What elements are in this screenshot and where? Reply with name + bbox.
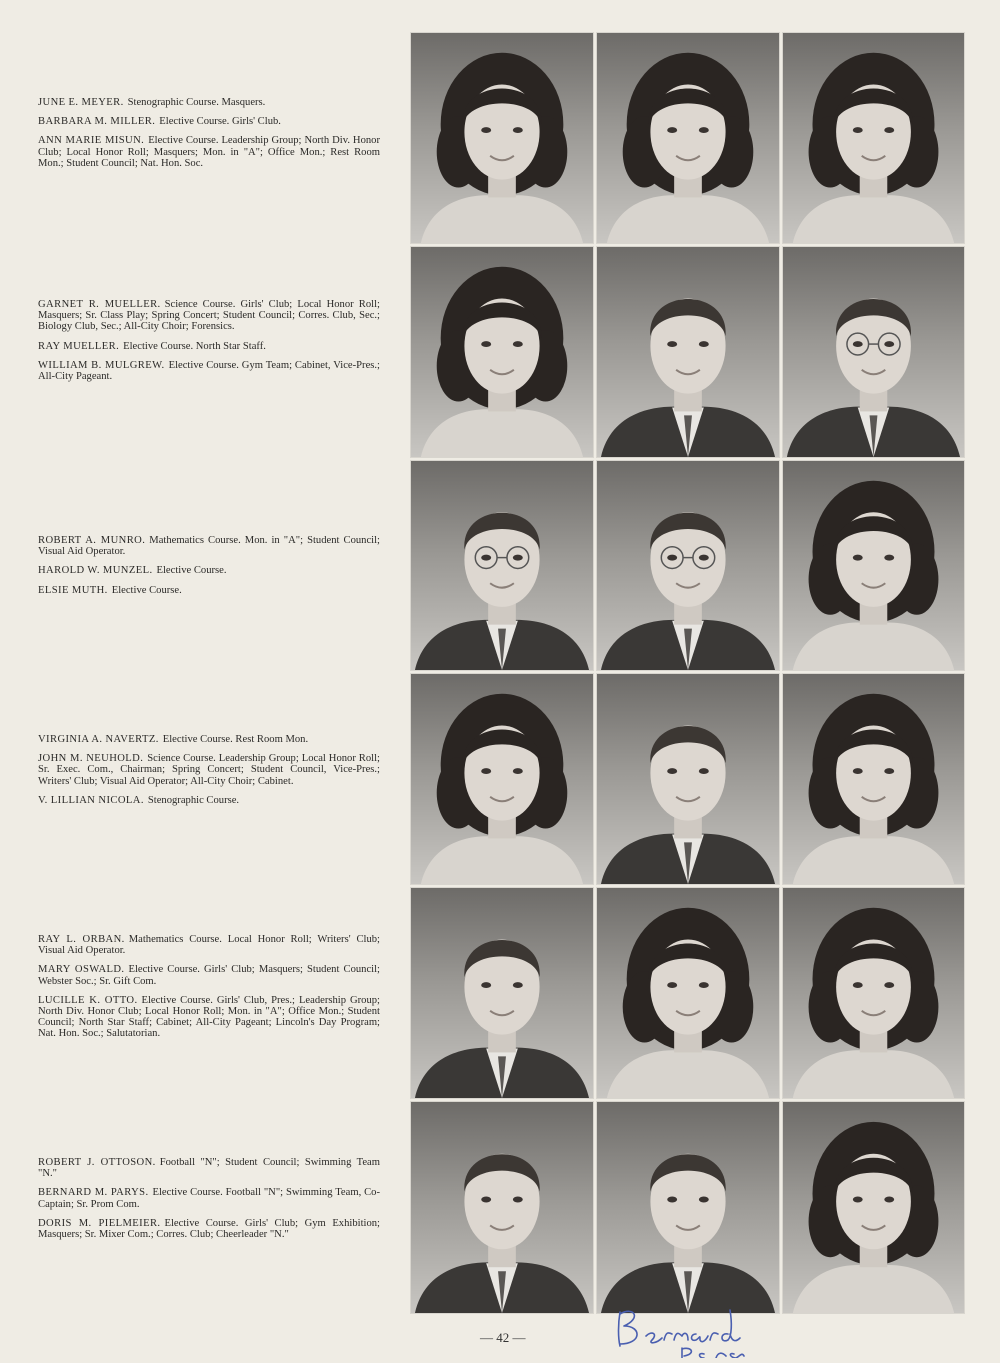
student-activities: Elective Course. (111, 584, 182, 596)
portrait-figure (783, 461, 964, 670)
caption-group-3 (38, 535, 380, 604)
caption-entry (38, 934, 380, 956)
caption-entry (38, 995, 380, 1040)
student-name: LUCILLE K. OTTO. (38, 994, 138, 1006)
student-name: JUNE E. MEYER. (38, 97, 124, 108)
student-activities: Elective Course. Girls' Club; Masquers; Student Council; Webster Soc.; Sr. Gift Com. (38, 964, 380, 987)
portrait-figure (411, 247, 593, 457)
caption-entry (38, 535, 380, 557)
student-portrait (410, 32, 594, 244)
student-activities: Mathematics Course. Mon. in "A"; Student Council; Visual Aid Operator. (38, 535, 380, 558)
caption-entry (38, 97, 380, 108)
portrait-figure (597, 461, 779, 670)
portrait-figure (411, 33, 593, 243)
student-activities: Elective Course. Girls' Club, Pres.; Leadership Group; North Div. Honor Club; Local Honor Roll; Mon. in "A"; Office Mon.; Student Council; North Star Staff; Cabinet; All-City Pageant; Lincoln's Day Program; Nat. Hon. Soc.; Salutatorian. (38, 994, 381, 1040)
student-activities: Elective Course. Rest Room Mon. (162, 734, 309, 745)
portrait-figure (411, 674, 593, 884)
caption-group-1 (38, 97, 380, 177)
student-portrait (782, 1101, 965, 1314)
portrait-figure (411, 888, 593, 1098)
handwritten-signature (612, 1304, 782, 1358)
student-portrait (410, 246, 594, 458)
student-portrait (410, 887, 594, 1099)
student-name: MARY OSWALD. (38, 964, 125, 976)
student-activities: Elective Course. (156, 565, 227, 577)
caption-entry (38, 299, 380, 333)
portrait-grid (410, 32, 965, 1314)
student-name: HAROLD W. MUNZEL. (38, 565, 153, 577)
student-activities: Elective Course. Football "N"; Swimming Team, Co-Captain; Sr. Prom Com. (38, 1187, 380, 1210)
student-portrait (782, 32, 965, 244)
page-number: — 42 — (480, 1330, 526, 1345)
caption-entry (38, 795, 380, 806)
student-activities: Elective Course. Girls' Club; Gym Exhibition; Masquers; Sr. Mixer Com.; Corres. Club; Cheerleader "N." (38, 1217, 381, 1241)
student-name: V. LILLIAN NICOLA. (38, 794, 144, 806)
student-name: RAY MUELLER. (38, 340, 120, 352)
student-activities: Football "N"; Student Council; Swimming Team "N." (38, 1157, 380, 1180)
caption-entry (38, 565, 380, 576)
student-portrait (410, 460, 594, 671)
caption-entry (38, 1157, 380, 1179)
portrait-figure (783, 1102, 964, 1313)
caption-entry (38, 135, 380, 169)
caption-entry (38, 734, 380, 745)
student-name: DORIS M. PIELMEIER. (38, 1217, 161, 1229)
student-portrait (782, 460, 965, 671)
student-name: ROBERT J. OTTOSON. (38, 1157, 156, 1168)
student-activities: Science Course. Leadership Group; Local Honor Roll; Sr. Exec. Com., Chairman; Spring Concert; Student Council, Vice-Pres.; Writers' Club; Visual Aid Operator; All-City Choir; Cabinet. (38, 753, 380, 787)
caption-group-6 (38, 1157, 380, 1248)
student-name: VIRGINIA A. NAVERTZ. (38, 734, 159, 745)
student-name: GARNET R. MUELLER. (38, 299, 161, 310)
student-activities: Elective Course. Girls' Club. (159, 116, 281, 128)
caption-group-2 (38, 299, 380, 390)
caption-entry (38, 964, 380, 986)
caption-group-4 (38, 734, 380, 814)
student-portrait (596, 32, 780, 244)
student-portrait (782, 673, 965, 885)
portrait-figure (783, 247, 964, 457)
student-name: RAY L. ORBAN. (38, 934, 125, 945)
student-name: ANN MARIE MISUN. (38, 135, 145, 147)
student-portrait (596, 246, 780, 458)
student-portrait (782, 887, 965, 1099)
caption-group-5 (38, 934, 380, 1048)
student-name: JOHN M. NEUHOLD. (38, 753, 144, 765)
student-portrait (410, 1101, 594, 1314)
portrait-figure (597, 888, 779, 1098)
student-name: WILLIAM B. MULGREW. (38, 359, 165, 371)
student-name: ROBERT A. MUNRO. (38, 535, 146, 546)
portrait-figure (411, 1102, 593, 1313)
student-name: BERNARD M. PARYS. (38, 1187, 149, 1199)
student-activities: Elective Course. Leadership Group; North Div. Honor Club; Local Honor Roll; Masquers; Mon. in "A"; Office Mon.; Rest Room Mon.; Student Council; Nat. Hon. Soc. (38, 135, 380, 169)
student-portrait (410, 673, 594, 885)
caption-entry (38, 116, 380, 127)
student-name: ELSIE MUTH. (38, 584, 108, 596)
student-activities: Science Course. Girls' Club; Local Honor Roll; Masquers; Sr. Class Play; Spring Concert; Student Council; Corres. Club, Sec.; Biology Club, Sec.; All-City Choir; Forensics. (38, 299, 380, 333)
portrait-figure (783, 33, 964, 243)
student-portrait (596, 460, 780, 671)
portrait-figure (411, 461, 593, 670)
student-activities: Mathematics Course. Local Honor Roll; Writers' Club; Visual Aid Operator. (38, 934, 380, 957)
portrait-figure (597, 1102, 779, 1313)
caption-entry (38, 1218, 380, 1240)
student-activities: Elective Course. Gym Team; Cabinet, Vice-Pres.; All-City Pageant. (38, 359, 380, 383)
student-activities: Stenographic Course. Masquers. (127, 97, 266, 108)
portrait-figure (597, 674, 779, 884)
caption-entry (38, 1187, 380, 1209)
caption-entry (38, 341, 380, 352)
portrait-figure (783, 674, 964, 884)
student-portrait (782, 246, 965, 458)
student-portrait (596, 1101, 780, 1314)
student-activities: Stenographic Course. (147, 794, 240, 806)
caption-entry (38, 753, 380, 787)
portrait-figure (597, 33, 779, 243)
student-portrait (596, 887, 780, 1099)
portrait-figure (597, 247, 779, 457)
portrait-figure (783, 888, 964, 1098)
caption-entry (38, 585, 380, 596)
student-activities: Elective Course. North Star Staff. (123, 340, 266, 352)
caption-entry (38, 360, 380, 382)
student-name: BARBARA M. MILLER. (38, 116, 156, 128)
student-portrait (596, 673, 780, 885)
signature-scrawl (612, 1304, 782, 1358)
